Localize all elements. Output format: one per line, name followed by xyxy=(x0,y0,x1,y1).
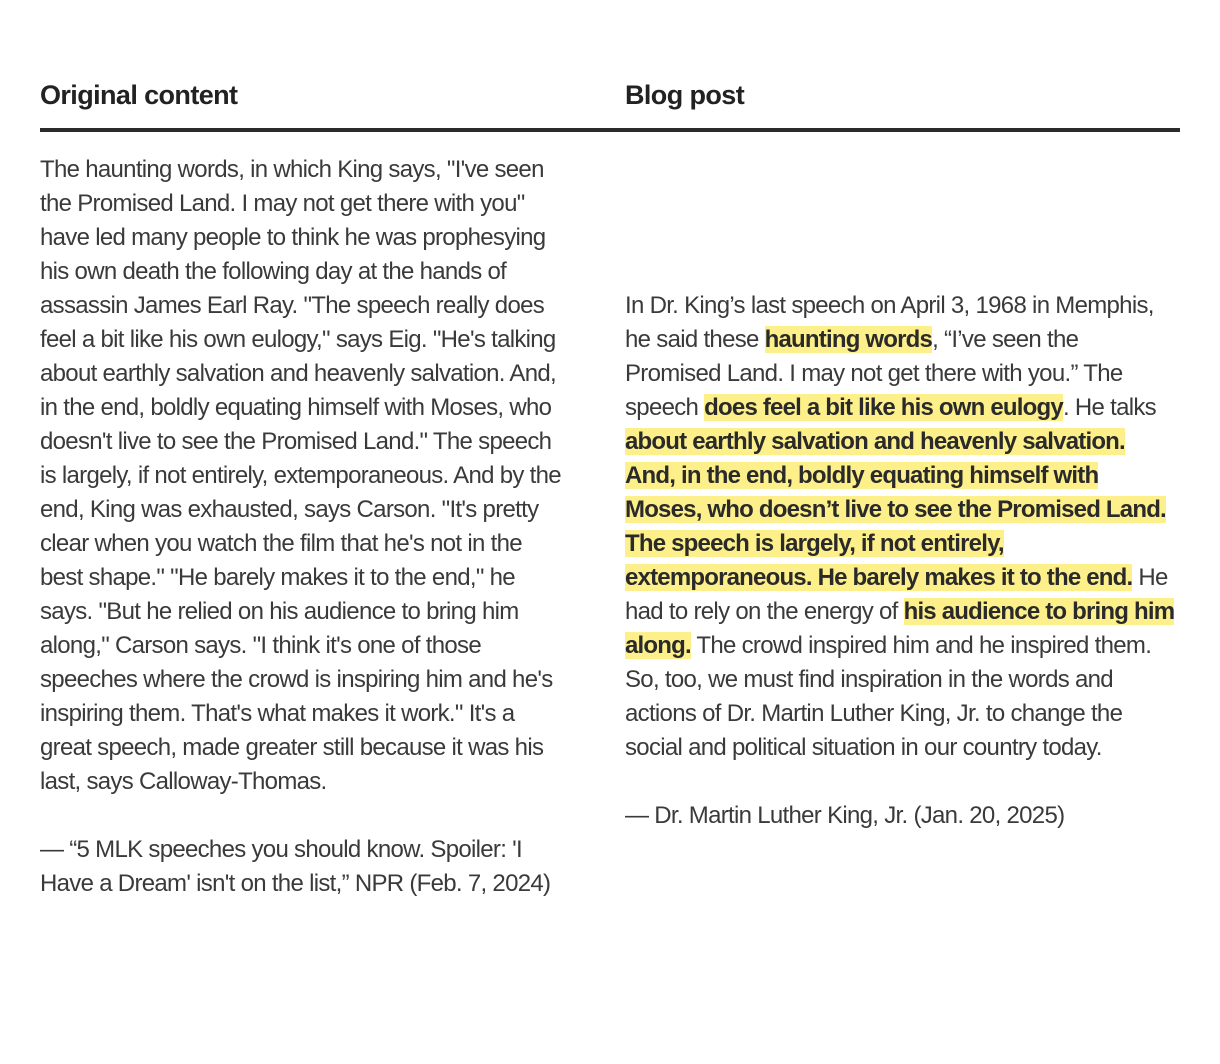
blog-segment: . He talks xyxy=(1062,394,1156,421)
blog-post-body xyxy=(625,289,1175,765)
blog-segment: , “I’ve seen the Promised Land. I may not get there with you.” The speech xyxy=(625,326,1123,421)
original-content-attribution: — “5 MLK speeches you should know. Spoiler: 'I Have a Dream' isn't on the list,” NPR (Feb. 7, 2024) xyxy=(40,836,551,897)
paragraph-spacer xyxy=(625,765,1175,799)
original-content-heading: Original content xyxy=(40,80,238,110)
column-headings xyxy=(40,78,1180,118)
blog-post-heading: Blog post xyxy=(625,80,745,110)
blog-segment: The crowd inspired him and he inspired them. So, too, we must find inspiration in the words and actions of Dr. Martin Luther King, Jr. to change the social and political situation in our country today. xyxy=(625,632,1152,761)
original-content-column xyxy=(40,153,570,901)
highlighted-phrase: does feel a bit like his own eulogy xyxy=(704,394,1063,421)
highlighted-phrase: his audience to bring him along. xyxy=(625,598,1175,659)
header-divider xyxy=(40,128,1180,132)
blog-post-attribution: — Dr. Martin Luther King, Jr. (Jan. 20, 2025) xyxy=(625,802,1065,829)
highlighted-phrase: about earthly salvation and heavenly salvation. And, in the end, boldly equating himself with Moses, who doesn’t live to see the Promised Land. The speech is largely, if not entirely, extemporaneous. He barely makes it to the end. xyxy=(625,428,1166,591)
blog-segment: He had to rely on the energy of xyxy=(625,564,1168,625)
paragraph-spacer xyxy=(40,799,570,833)
original-content-body: The haunting words, in which King says, "I've seen the Promised Land. I may not get there with you" have led many people to think he was prophesying his own death the following day at the hands of assassin James Earl Ray. "The speech really does feel a bit like his own eulogy," says Eig. "He's talking about earthly salvation and heavenly salvation. And, in the end, boldly equating himself with Moses, who doesn't live to see the Promised Land." The speech is largely, if not entirely, extemporaneous. And by the end, King was exhausted, says Carson. "It's pretty clear when you watch the film that he's not in the best shape." "He barely makes it to the end," he says. "But he relied on his audience to bring him along," Carson says. "I think it's one of those speeches where the crowd is inspiring him and he's inspiring them. That's what makes it work." It's a great speech, made greater still because it was his last, says Calloway-Thomas. xyxy=(40,156,561,795)
blog-segment: In Dr. King’s last speech on April 3, 1968 in Memphis, he said these xyxy=(625,292,1154,353)
highlighted-phrase: haunting words xyxy=(764,326,933,353)
blog-post-column xyxy=(625,289,1175,833)
